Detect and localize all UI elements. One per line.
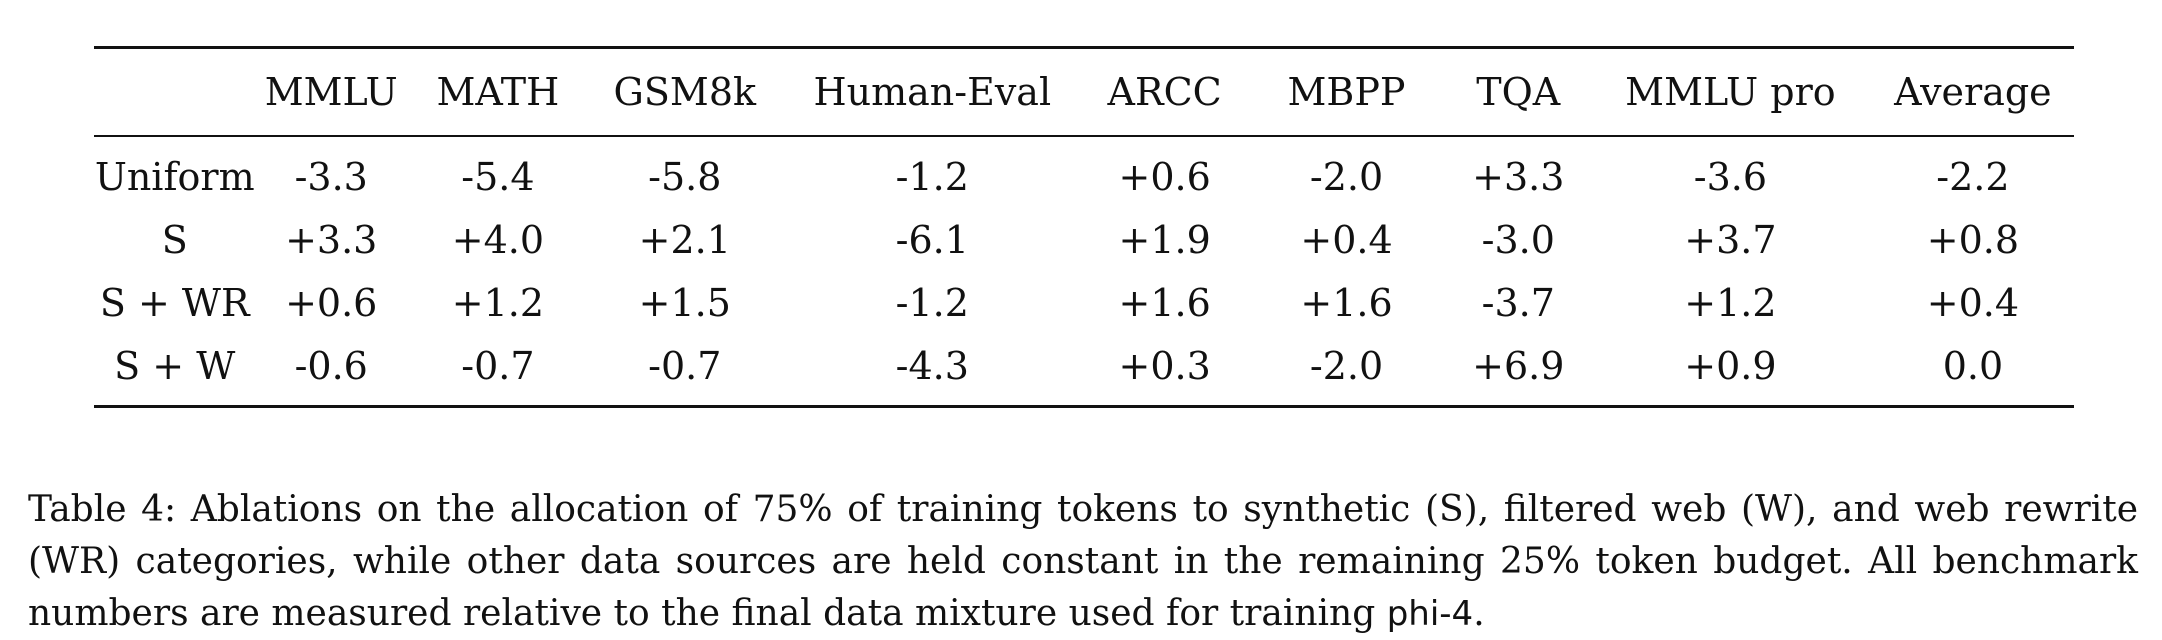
ablation-table	[94, 46, 2074, 408]
header-row	[94, 48, 2074, 137]
row-label: S	[161, 217, 188, 262]
table-cell: -5.4	[461, 154, 535, 199]
table-cell: -2.2	[1936, 154, 2010, 199]
table-cell: +0.3	[1118, 343, 1211, 388]
column-header: MMLU	[264, 70, 398, 114]
table-cell: +1.2	[1684, 280, 1777, 325]
table-cell: -3.0	[1481, 217, 1555, 262]
table-cell: +1.6	[1300, 280, 1393, 325]
column-header: Human-Eval	[813, 70, 1052, 114]
table-cell: +1.5	[638, 280, 731, 325]
table-row	[94, 208, 2074, 271]
table-cell: -2.0	[1309, 343, 1384, 388]
table-cell: +1.9	[1118, 217, 1211, 262]
table-row	[94, 136, 2074, 208]
table-cell: -6.1	[895, 217, 969, 262]
table-cell: -1.2	[895, 154, 969, 199]
table-cell: +6.9	[1472, 343, 1565, 388]
table-cell: -2.0	[1309, 154, 1384, 199]
table-cell: -0.7	[648, 343, 722, 388]
table-cell: -0.7	[461, 343, 535, 388]
table-cell: +2.1	[638, 217, 731, 262]
row-label: S + W	[114, 343, 236, 388]
table-cell: -0.6	[294, 343, 368, 388]
table-cell: +3.7	[1684, 217, 1777, 262]
table-cell: +3.3	[285, 217, 378, 262]
column-header: MMLU pro	[1625, 70, 1836, 114]
column-header: TQA	[1476, 70, 1561, 114]
table-cell: +4.0	[451, 217, 545, 262]
table-row	[94, 271, 2074, 334]
table-cell: +0.4	[1300, 217, 1393, 262]
table-cell: +0.6	[1118, 154, 1211, 199]
table-cell: +0.6	[285, 280, 378, 325]
column-header: MBPP	[1287, 70, 1406, 114]
table-cell: -1.2	[895, 280, 969, 325]
ablation-table-container	[94, 46, 2074, 408]
table-cell: +1.2	[451, 280, 545, 325]
column-header: MATH	[436, 70, 560, 114]
table-cell: -4.3	[895, 343, 969, 388]
header-corner	[94, 48, 255, 137]
caption-text: Table 4: Ablations on the allocation of 75% of training tokens to synthetic (S), filtered web (W), and web rewrite (WR) categories, while other data sources are held constant in the remaining 25% token budget. All benchmark numbers are measured relative to the final data mixture used for training	[28, 489, 2138, 634]
table-cell: -3.7	[1481, 280, 1555, 325]
row-label: Uniform	[94, 154, 255, 199]
column-header: Average	[1894, 70, 2052, 114]
table-cell: +3.3	[1472, 154, 1565, 199]
table-caption	[28, 484, 2138, 640]
table-cell: -3.3	[294, 154, 368, 199]
table-body	[94, 136, 2074, 407]
row-label: S + WR	[99, 280, 250, 325]
table-cell: -5.8	[648, 154, 722, 199]
table-cell: +0.4	[1926, 280, 2020, 325]
table-cell: +0.9	[1684, 343, 1777, 388]
column-header: GSM8k	[613, 70, 757, 114]
table-row	[94, 334, 2074, 407]
table-cell: +1.6	[1118, 280, 1211, 325]
model-name: phi-4	[1386, 594, 1474, 634]
table-cell: 0.0	[1942, 343, 2004, 388]
caption-end: .	[1473, 593, 1485, 634]
table-cell: -3.6	[1693, 154, 1768, 199]
column-header: ARCC	[1107, 70, 1222, 114]
table-cell: +0.8	[1926, 217, 2020, 262]
